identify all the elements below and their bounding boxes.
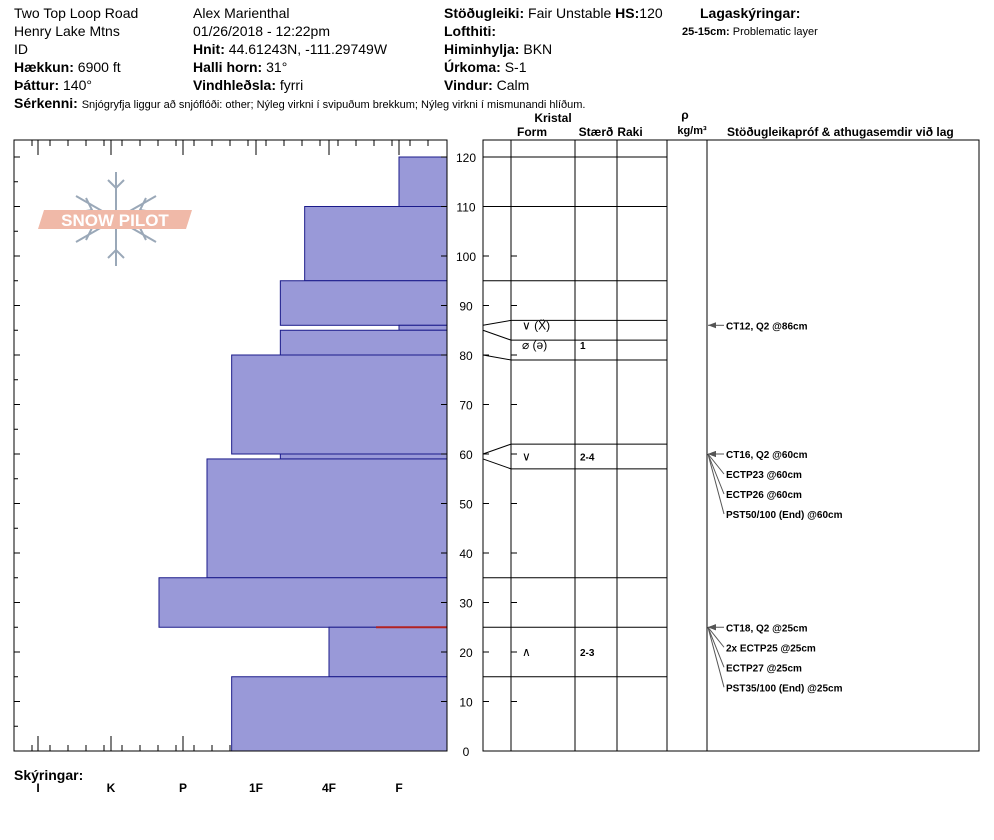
depth-label-90: 90 [459,299,473,314]
coords-label: Hnit: [193,41,225,57]
observer-name: Alex Marienthal [193,5,290,21]
depth-label-30: 30 [459,596,473,611]
test-note-2-1: 2x ECTP25 @25cm [726,643,816,655]
air-temp-label: Lofthiti: [444,23,497,39]
crystal-form-3: ∧ [522,645,531,659]
test-arrow-1-2 [708,454,724,494]
elevation-value: 6900 ft [77,59,121,75]
layer-note-depth: 25-15cm: [682,26,730,38]
hardness-bar-1 [305,207,447,281]
test-note-2-2: ECTP27 @25cm [726,663,802,675]
test-note-1-1: ECTP23 @60cm [726,470,802,481]
test-arrow-2-3 [708,627,724,687]
depth-label-120: 120 [455,151,477,165]
hardness-label-K: K [106,781,116,795]
precip-value: S-1 [504,59,527,75]
remarks-label: Sérkenni: [14,95,78,111]
hardness-bar-10 [232,677,447,751]
size-header: Stærð [578,125,614,139]
aspect-label: Þáttur: [14,77,60,93]
depth-label-50: 50 [459,497,473,512]
test-note-1-0: CT16, Q2 @60cm [726,450,808,461]
crystal-table-frame [483,140,979,751]
hardness-bar-6 [280,454,447,459]
hardness-bar-9 [329,627,447,677]
layer-connector-5 [483,355,511,360]
depth-label-70: 70 [459,398,473,413]
crystal-header: Kristal [534,111,572,125]
state-name: ID [14,41,28,57]
crystal-rows [522,318,595,659]
legend-label: Skýringar: [14,767,84,783]
crystal-size-2: 2-4 [580,452,595,464]
stability-label: Stöðugleiki: [444,5,525,21]
test-note-2-0: CT18, Q2 @25cm [726,623,808,635]
test-note-1-2: ECTP26 @60cm [726,490,802,501]
density-unit-header: kg/m³ [677,125,707,137]
test-arrow-1-3 [708,454,724,514]
location-name: Two Top Loop Road [14,5,139,21]
hardness-label-I: I [36,781,40,795]
hs-value: 120 [639,5,663,21]
hardness-bar-8 [159,578,447,628]
hardness-label-1F: 1F [248,781,264,795]
layer-connector-3 [483,320,511,325]
hardness-bar-3 [399,325,447,330]
snowpilot-logo [38,172,192,266]
wind-loading-label: Vindhleðsla: [193,77,276,93]
depth-label-110: 110 [456,200,476,215]
test-note-1-3: PST50/100 (End) @60cm [726,510,843,521]
depth-label-0: 0 [462,745,470,759]
elevation-label: Hækkun: [14,59,74,75]
hardness-label-4F: 4F [321,781,337,795]
wind-loading-value: fyrri [279,77,304,93]
aspect-value: 140° [63,77,92,93]
hardness-bar-7 [207,459,447,578]
wind-label: Vindur: [444,77,493,93]
arrow-head-icon [708,322,716,328]
remarks-value: Snjógryfja liggur að snjóflóði: other; Nýleg virkni í svipuðum brekkum; Nýleg virkni í mismunandi hlíðum. [81,99,586,111]
layer-connector-6 [483,444,511,454]
hardness-bar-5 [232,355,447,454]
tests-header: Stöðugleikapróf & athugasemdir við lag [727,125,954,139]
sky-label: Himinhylja: [444,41,520,57]
depth-label-10: 10 [459,695,473,710]
test-note-0-0: CT12, Q2 @86cm [726,321,808,333]
hardness-bars [159,157,447,751]
logo-text: SNOW PILOT [61,211,169,230]
observation-datetime: 01/26/2018 - 12:22pm [193,23,330,39]
depth-label-40: 40 [459,547,473,561]
layer-connector-7 [483,459,511,469]
wind-value: Calm [496,77,530,93]
hardness-label-P: P [178,781,188,795]
layer-connector-4 [483,330,511,340]
hardness-bar-2 [280,281,447,326]
test-arrow-2-2 [708,627,724,667]
crystal-table-headers [517,108,954,139]
crystal-form-0: ∨ (Ẍ) [522,318,551,333]
moisture-header: Raki [617,125,643,139]
hs-label: HS: [615,5,640,21]
stability-value: Fair Unstable [528,5,612,21]
hardness-bar-4 [280,330,447,355]
precip-label: Úrkoma: [444,59,501,75]
crystal-size-1: 1 [580,341,586,353]
slope-label: Halli horn: [193,59,263,75]
depth-label-80: 80 [459,349,473,363]
depth-label-20: 20 [459,646,473,660]
slope-value: 31° [266,59,288,75]
rho-header: ρ [681,108,689,122]
depth-label-60: 60 [459,448,473,462]
crystal-form-2: ∨ [522,449,531,464]
hardness-bar-0 [399,157,447,207]
hardness-label-F: F [395,781,403,795]
crystal-form-1: ⌀ (ə) [522,338,548,353]
depth-label-100: 100 [455,250,477,264]
layer-notes-label: Lagaskýringar: [700,5,801,21]
test-note-2-3: PST35/100 (End) @25cm [726,683,843,695]
coords-value: 44.61243N, -111.29749W [228,41,388,57]
crystal-table [483,140,979,751]
layer-note-text: Problematic layer [732,26,818,38]
form-header: Form [517,125,547,139]
crystal-size-3: 2-3 [580,648,595,659]
sky-value: BKN [523,41,553,57]
stability-test-notes [708,321,843,694]
range-name: Henry Lake Mtns [14,23,120,39]
